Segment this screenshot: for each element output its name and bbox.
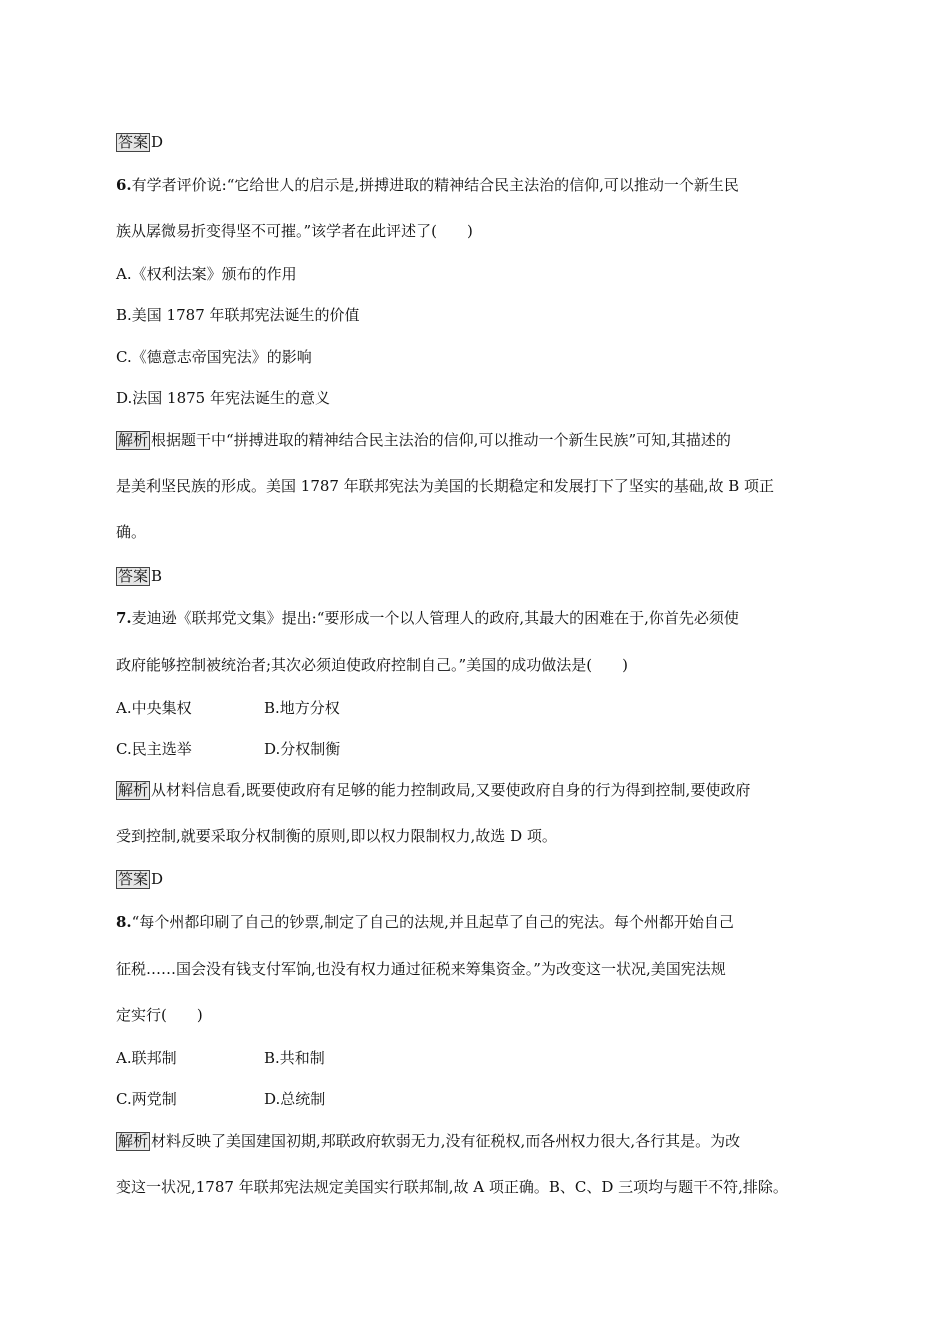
q6-stem-text-1: 有学者评价说:“它给世人的启示是,拼搏进取的精神结合民主法治的信仰,可以推动一个新生民 bbox=[131, 176, 739, 194]
q7-stem-text-1: 麦迪逊《联邦党文集》提出:“要形成一个以人管理人的政府,其最大的困难在于,你首先必须使 bbox=[131, 609, 739, 627]
answer-value: B bbox=[151, 567, 163, 585]
q8-options-row-1 bbox=[116, 1048, 325, 1068]
q8-option-d: D.总统制 bbox=[264, 1090, 326, 1108]
question-number: 8. bbox=[116, 913, 132, 931]
analysis-tag: 解析 bbox=[118, 431, 149, 449]
answer-value: D bbox=[151, 870, 164, 888]
q7-analysis-line-2: 受到控制,就要采取分权制衡的原则,即以权力限制权力,故选 D 项。 bbox=[116, 827, 557, 845]
q6-answer-line bbox=[116, 566, 162, 586]
q6-stem-line-1 bbox=[116, 175, 739, 195]
q7-option-c: C.民主选举 bbox=[116, 740, 192, 758]
prev-answer-line bbox=[116, 132, 163, 152]
q8-analysis-line-1 bbox=[116, 1131, 740, 1151]
q8-stem-line-3: 定实行( ) bbox=[116, 1006, 203, 1024]
q6-option-d: D.法国 1875 年宪法诞生的意义 bbox=[116, 389, 330, 407]
q6-stem-line-2: 族从孱微易折变得坚不可摧。”该学者在此评述了( ) bbox=[116, 222, 473, 240]
answer-value: D bbox=[151, 133, 164, 151]
q7-answer-line bbox=[116, 869, 163, 889]
q8-stem-line-2: 征税……国会没有钱支付军饷,也没有权力通过征税来筹集资金。”为改变这一状况,美国宪法规 bbox=[116, 960, 726, 978]
question-number: 7. bbox=[116, 609, 132, 627]
q6-option-c: C.《德意志帝国宪法》的影响 bbox=[116, 348, 312, 366]
q8-stem-text-1: “每个州都印刷了自己的钞票,制定了自己的法规,并且起草了自己的宪法。每个州都开始自己 bbox=[131, 913, 734, 931]
answer-tag: 答案 bbox=[118, 870, 149, 888]
q6-analysis-line-3: 确。 bbox=[116, 523, 147, 541]
q6-analysis-line-2: 是美利坚民族的形成。美国 1787 年联邦宪法为美国的长期稳定和发展打下了坚实的基础,故 B 项正 bbox=[116, 477, 775, 495]
q7-stem-line-2: 政府能够控制被统治者;其次必须迫使政府控制自己。”美国的成功做法是( ) bbox=[116, 656, 628, 674]
analysis-tag: 解析 bbox=[118, 781, 149, 799]
q6-option-a: A.《权利法案》颁布的作用 bbox=[116, 265, 297, 283]
q7-option-d: D.分权制衡 bbox=[264, 740, 341, 758]
q6-analysis-text-1: 根据题干中“拼搏进取的精神结合民主法治的信仰,可以推动一个新生民族”可知,其描述的 bbox=[151, 431, 731, 449]
q7-options-row-1 bbox=[116, 698, 340, 718]
q8-option-c: C.两党制 bbox=[116, 1090, 177, 1108]
q8-stem-line-1 bbox=[116, 912, 734, 932]
question-number: 6. bbox=[116, 176, 132, 194]
q8-analysis-text-1: 材料反映了美国建国初期,邦联政府软弱无力,没有征税权,而各州权力很大,各行其是。为改 bbox=[151, 1132, 741, 1150]
q7-option-b: B.地方分权 bbox=[264, 699, 340, 717]
answer-tag: 答案 bbox=[118, 567, 149, 585]
q8-option-b: B.共和制 bbox=[264, 1049, 325, 1067]
answer-tag: 答案 bbox=[118, 133, 149, 151]
q6-option-b: B.美国 1787 年联邦宪法诞生的价值 bbox=[116, 306, 360, 324]
q6-analysis-line-1 bbox=[116, 430, 731, 450]
q7-stem-line-1 bbox=[116, 608, 739, 628]
q8-option-a: A.联邦制 bbox=[116, 1049, 177, 1067]
q7-option-a: A.中央集权 bbox=[116, 699, 192, 717]
analysis-tag: 解析 bbox=[118, 1132, 149, 1150]
q8-options-row-2 bbox=[116, 1089, 326, 1109]
q7-options-row-2 bbox=[116, 739, 341, 759]
q7-analysis-text-1: 从材料信息看,既要使政府有足够的能力控制政局,又要使政府自身的行为得到控制,要使政府 bbox=[151, 781, 751, 799]
q7-analysis-line-1 bbox=[116, 780, 750, 800]
q8-analysis-line-2: 变这一状况,1787 年联邦宪法规定美国实行联邦制,故 A 项正确。B、C、D 三项均与题干不符,排除。 bbox=[116, 1178, 788, 1196]
